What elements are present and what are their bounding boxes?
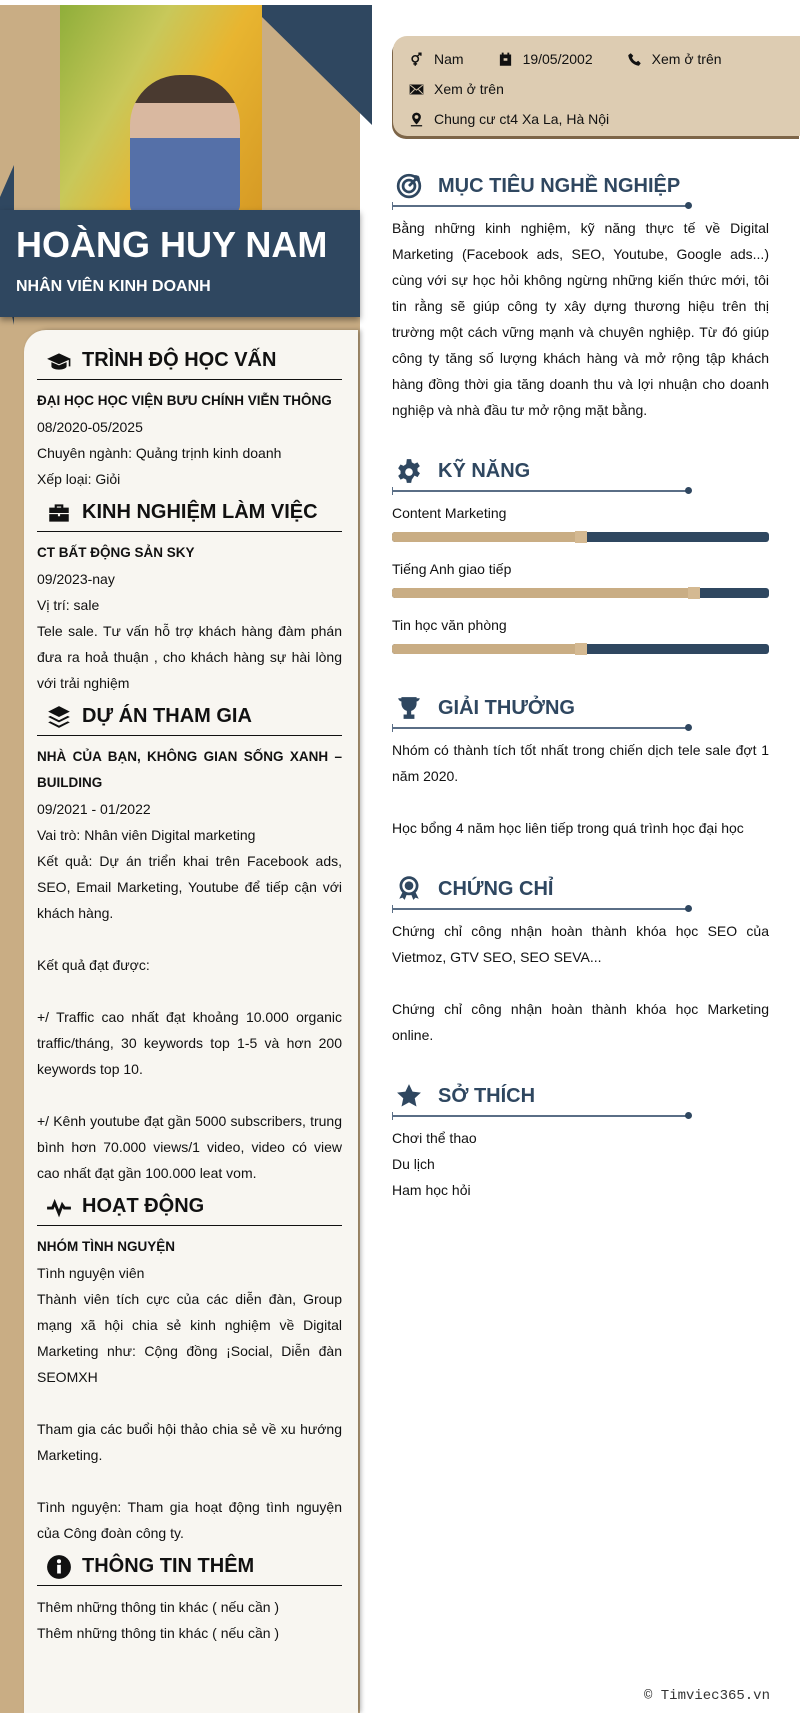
skill-name: Tiếng Anh giao tiếp <box>392 561 512 577</box>
email-value: Xem ở trên <box>434 81 504 97</box>
phone-icon <box>627 52 642 67</box>
name-banner <box>0 210 360 317</box>
skill-bar-fill <box>392 588 694 598</box>
activity-description: Tham gia các buổi hội thảo chia sẻ về xu hướng Marketing. <box>37 1421 342 1463</box>
section-title: THÔNG TIN THÊM <box>82 1555 255 1577</box>
more-info-line: Thêm những thông tin khác ( nếu cần ) <box>37 1599 280 1615</box>
graduation-cap-icon <box>46 348 72 374</box>
education-grade: Xếp loại: Giỏi <box>37 471 121 487</box>
school-name: ĐẠI HỌC HỌC VIỆN BƯU CHÍNH VIỄN THÔNG <box>37 393 332 408</box>
award-item: Nhóm có thành tích tốt nhất trong chiến dịch tele sale đợt 1 năm 2020. <box>392 742 769 784</box>
activity-role: Tình nguyện viên <box>37 1265 145 1281</box>
project-name: NHÀ CỦA BẠN, KHÔNG GIAN SỐNG XANH – BUILDING <box>37 749 342 790</box>
star-icon <box>396 1083 422 1109</box>
skill-item <box>392 612 769 654</box>
envelope-icon <box>409 82 424 97</box>
gear-icon <box>396 458 422 484</box>
skill-item <box>392 556 769 598</box>
skills-section <box>392 453 769 654</box>
section-title: TRÌNH ĐỘ HỌC VẤN <box>82 349 277 371</box>
right-column <box>392 168 769 1233</box>
experience-section <box>37 494 342 696</box>
trophy-icon <box>396 695 422 721</box>
candidate-name: HOÀNG HUY NAM <box>16 224 328 265</box>
projects-section <box>37 698 342 1186</box>
phone-value: Xem ở trên <box>651 51 722 67</box>
experience-period: 09/2023-nay <box>37 571 115 587</box>
skill-bar-fill <box>392 644 581 654</box>
skill-bar-knob <box>575 531 587 543</box>
layers-icon <box>46 704 72 730</box>
section-title: CHỨNG CHỈ <box>438 877 554 900</box>
awards-section <box>392 690 769 841</box>
footer-copyright: © Timviec365.vn <box>643 1688 770 1704</box>
skill-bar <box>392 644 769 654</box>
more-info-line: Thêm những thông tin khác ( nếu cần ) <box>37 1625 280 1641</box>
project-period: 09/2021 - 01/2022 <box>37 801 151 817</box>
section-title: KỸ NĂNG <box>438 459 531 482</box>
left-card <box>24 330 358 1713</box>
section-title: SỞ THÍCH <box>438 1084 536 1107</box>
activity-org: NHÓM TÌNH NGUYỆN <box>37 1239 175 1254</box>
hobby-item: Chơi thể thao <box>392 1130 477 1146</box>
project-achieved-label: Kết quả đạt được: <box>37 957 150 973</box>
experience-position: Vị trí: sale <box>37 597 100 613</box>
skill-item <box>392 500 769 542</box>
education-period: 08/2020-05/2025 <box>37 419 143 435</box>
education-major: Chuyên ngành: Quảng trịnh kinh doanh <box>37 445 282 461</box>
certificate-item: Chứng chỉ công nhận hoàn thành khóa học SEO của Vietmoz, GTV SEO, SEO SEVA... <box>392 923 769 965</box>
skill-bar-knob <box>688 587 700 599</box>
briefcase-icon <box>46 500 72 526</box>
gender-value: Nam <box>434 51 464 67</box>
hobby-item: Ham học hỏi <box>392 1182 471 1198</box>
skill-bar-fill <box>392 532 581 542</box>
section-divider <box>392 908 689 910</box>
activity-description: Thành viên tích cực của các diễn đàn, Group mạng xã hội chia sẻ kinh nghiệm về Digital Marketing như: Cộng đồng ¡Social, Diễn đàn SEOMXH <box>37 1291 342 1385</box>
skill-name: Tin học văn phòng <box>392 617 507 633</box>
location-pin-icon <box>409 112 424 127</box>
heartbeat-icon <box>46 1194 72 1220</box>
section-title: MỤC TIÊU NGHỀ NGHIỆP <box>438 174 681 197</box>
job-title: NHÂN VIÊN KINH DOANH <box>16 278 211 295</box>
skill-bar-knob <box>575 643 587 655</box>
certificates-section <box>392 871 769 1048</box>
section-divider <box>392 490 689 492</box>
address-value: Chung cư ct4 Xa La, Hà Nội <box>434 111 610 127</box>
birthday-value: 19/05/2002 <box>522 51 593 67</box>
target-icon <box>396 173 422 199</box>
section-title: GIẢI THƯỞNG <box>438 696 575 719</box>
activity-description: Tình nguyện: Tham gia hoạt động tình nguyện của Công đoàn công ty. <box>37 1499 342 1541</box>
skill-bar <box>392 532 769 542</box>
activities-section <box>37 1188 342 1546</box>
project-result: Kết quả: Dự án triển khai trên Facebook ads, SEO, Email Marketing, Youtube để tiếp cận với khách hàng. <box>37 853 342 921</box>
more-info-section <box>37 1548 342 1646</box>
medal-icon <box>396 876 422 902</box>
objective-section <box>392 168 769 423</box>
company-name: CT BẤT ĐỘNG SẢN SKY <box>37 545 195 560</box>
skill-name: Content Marketing <box>392 505 507 521</box>
experience-description: Tele sale. Tư vấn hỗ trợ khách hàng đàm phán đưa ra hoả thuận , cho khách hàng sự hài lòng với trải nghiệm <box>37 623 342 691</box>
hobby-item: Du lịch <box>392 1156 435 1172</box>
section-divider <box>392 205 689 207</box>
section-title: DỰ ÁN THAM GIA <box>82 705 252 727</box>
skill-bar <box>392 588 769 598</box>
profile-photo <box>60 5 262 210</box>
project-point: +/ Traffic cao nhất đạt khoảng 10.000 organic traffic/tháng, 30 keywords top 1-5 và hơn 200 keywords top 10. <box>37 1009 342 1077</box>
project-point: +/ Kênh youtube đạt gần 5000 subscribers, trung bình hơn 70.000 views/1 video, video có view cao nhất đạt gần 100.000 leat vom. <box>37 1113 342 1181</box>
contact-card <box>393 36 800 136</box>
info-icon <box>46 1554 72 1580</box>
section-divider <box>392 727 689 729</box>
project-role: Vai trò: Nhân viên Digital marketing <box>37 827 256 843</box>
education-section <box>37 342 342 492</box>
objective-text: Bằng những kinh nghiệm, kỹ năng thực tế về Digital Marketing (Facebook ads, SEO, Youtube, Google ads...) cùng với sự học hỏi không ngừng những kiến thức mới, tôi tin rằng sẽ giúp công ty xây dựng thương hiệu trên thị trường một cách vững mạnh và chuyên nghiệp. Từ đó giúp công ty tăng số lượng khách hàng và mở rộng tập khách hàng đồng thời gia tăng doanh thu và lợi nhuận cho doanh nghiệp và nhà đầu tư mở rộng mặt bằng. <box>392 220 769 418</box>
section-title: KINH NGHIỆM LÀM VIỆC <box>82 501 318 523</box>
section-title: HOẠT ĐỘNG <box>82 1195 205 1217</box>
certificate-item: Chứng chỉ công nhận hoàn thành khóa học Marketing online. <box>392 1001 769 1043</box>
section-divider <box>392 1115 689 1117</box>
award-item: Học bổng 4 năm học liên tiếp trong quá trình học đại học <box>392 820 744 836</box>
gender-icon <box>409 52 424 67</box>
calendar-icon <box>498 52 513 67</box>
hobbies-section <box>392 1078 769 1203</box>
